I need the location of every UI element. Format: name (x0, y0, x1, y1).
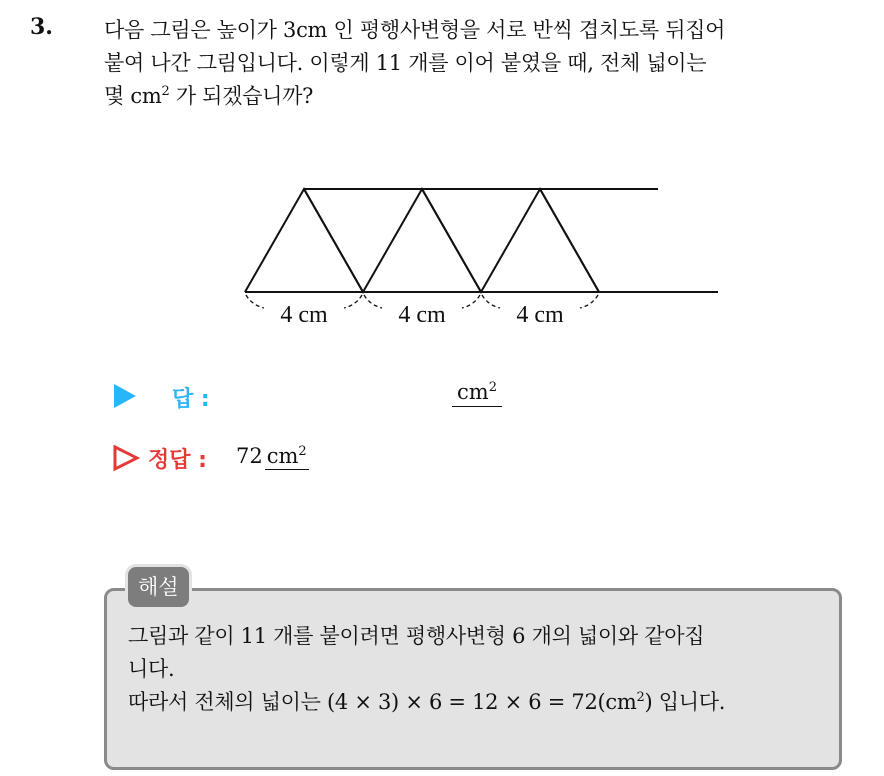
answer-label: 답 : (172, 387, 210, 412)
solution-line-3 (128, 686, 828, 719)
brace-1b (344, 295, 362, 308)
correct-answer-unit: cm (266, 444, 299, 468)
solution-unit-exponent: 2 (636, 690, 645, 705)
solution-line-2: 니다. (128, 657, 175, 681)
answer-row (108, 380, 708, 414)
solution-line-3-post: ) 입니다. (644, 690, 726, 714)
correct-answer-unit-wrap (265, 444, 309, 470)
question-unit-exponent: 2 (161, 84, 170, 99)
question-text (104, 14, 864, 113)
brace-3b (580, 295, 598, 308)
brace-2 (364, 295, 382, 308)
brace-2b (462, 295, 480, 308)
question-line-1: 다음 그림은 높이가 3cm 인 평행사변형을 서로 반씩 겹치도록 뒤집어 (104, 18, 726, 42)
segment-label-1: 4 cm (280, 302, 328, 328)
play-icon (114, 384, 136, 408)
figure-svg (230, 175, 730, 335)
correct-answer-row (108, 442, 708, 476)
brace-1 (246, 295, 264, 308)
solution-line-3-pre: 따라서 전체의 넓이는 (4 × 3) × 6 = 12 × 6 = 72(cm (128, 690, 637, 714)
figure-diagonal-2 (422, 189, 481, 292)
figure-diagonal-3 (540, 189, 599, 292)
correct-answer-unit-exponent: 2 (298, 444, 307, 459)
brace-3 (482, 295, 500, 308)
correct-answer-label: 정답 : (148, 448, 207, 473)
answer-unit-exponent: 2 (488, 380, 497, 395)
parallelogram-figure (230, 175, 730, 339)
question-line-3 (104, 80, 864, 113)
segment-label-3: 4 cm (516, 302, 564, 328)
correct-answer-number: 72 (236, 444, 263, 468)
question-line-3-pre: 몇 cm (104, 84, 162, 108)
answer-input[interactable] (452, 380, 502, 407)
question-line-3-post: 가 되겠습니까? (169, 84, 314, 108)
question-line-2: 붙여 나간 그림입니다. 이렇게 11 개를 이어 붙였을 때, 전체 넓이는 (104, 51, 707, 75)
correct-answer-value (236, 444, 309, 468)
question-number: 3. (30, 14, 53, 40)
solution-line-1: 그림과 같이 11 개를 붙이려면 평행사변형 6 개의 넓이와 같아집 (128, 624, 705, 648)
solution-tag: 해설 (128, 567, 189, 607)
segment-label-2: 4 cm (398, 302, 446, 328)
figure-zigzag (245, 189, 599, 292)
figure-diagonal-1 (304, 189, 363, 292)
answer-unit: cm (457, 380, 489, 404)
outline-play-icon (112, 444, 140, 472)
solution-text (128, 620, 828, 719)
